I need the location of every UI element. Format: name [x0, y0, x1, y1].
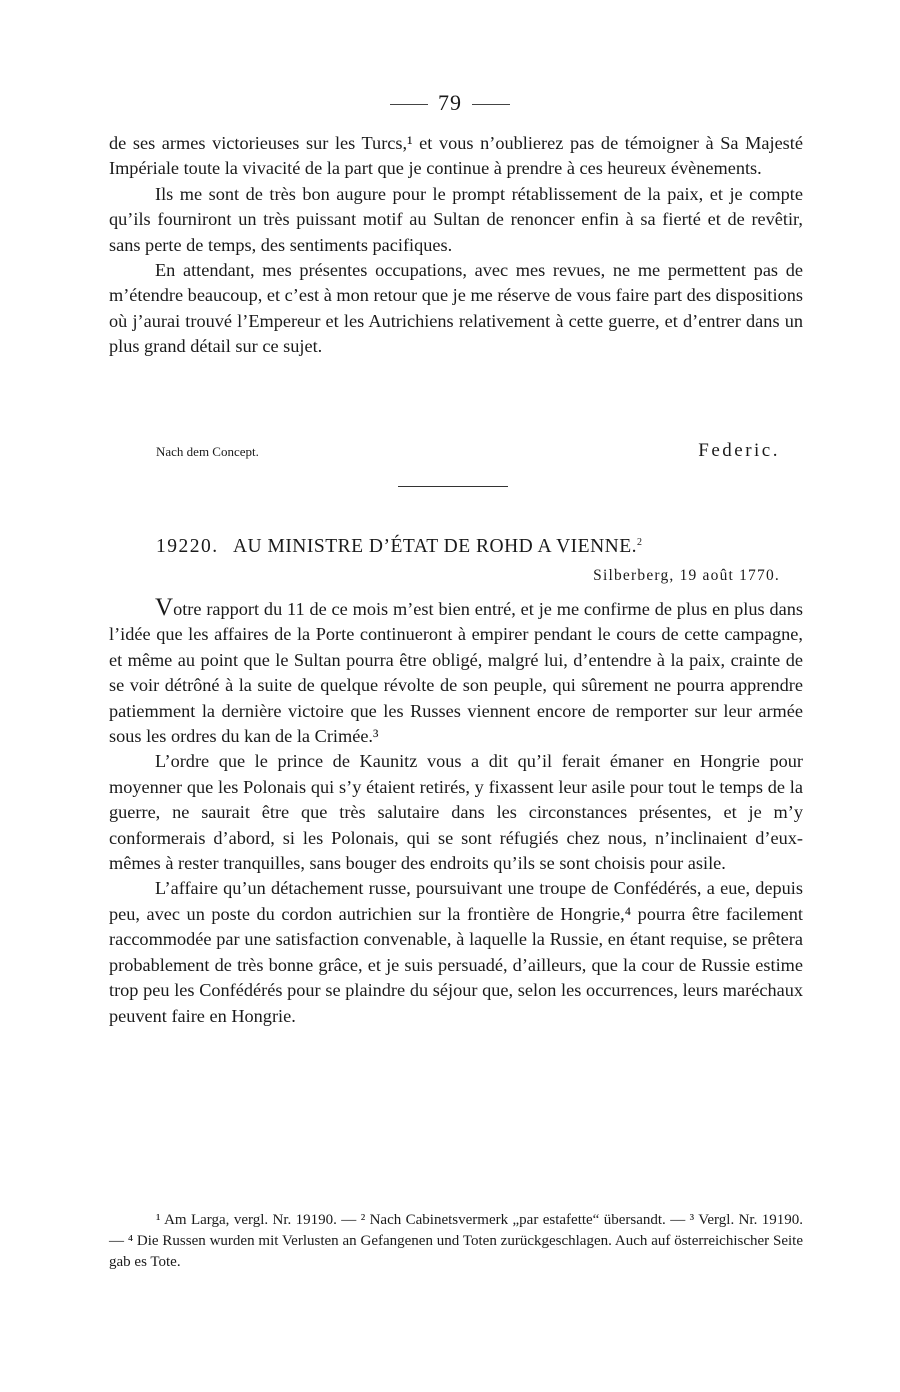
paragraph: L’ordre que le prince de Kaunitz vous a dit qu’il ferait émaner en Hongrie pour moyenner que les Polonais qui s’y étaient retirés, y fixassent leur asile pour tout le temps de la guerre, ne saurait être que très salutaire dans les circonstances présentes, et je m’y conformerais d’abord, si les Polonais, qui se sont réfugiés chez nous, n’inclinaient d’eux-mêmes à rester tranquilles, sans bouger des endroits qu’ils se sont choisis pour asile. — [109, 751, 803, 874]
footnote-text: ¹ Am Larga, vergl. Nr. 19190. — ² Nach Cabinetsvermerk „par estafette“ übersandt. — ³ Vergl. Nr. 19190. — ⁴ Die Russen wurden mit Verlusten an Gefangenen und Toten zurückgeschlagen. Auch auf österreichischer Seite gab es Tote. — [109, 1212, 803, 1270]
initial-letter: V — [155, 594, 174, 621]
header-dash-right — [472, 104, 510, 105]
page-header — [0, 90, 900, 116]
letter-2-body — [109, 595, 803, 1029]
footnote-marker: 2 — [637, 537, 643, 548]
paragraph-text: otre rapport du 11 de ce mois m’est bien entré, et je me confirme de plus en plus dans l’idée que les affaires de la Porte continueront à empirer pendant le cours de cette campagne, et même au point que le Sultan pourra être obligé, malgré lui, d’entendre à la paix, crainte de se voir détrôné à la suite de quelque révolte de son peuple, qui sûrement ne pourra apprendre patiemment la dernière victoire que les Russes viennent encore de remporter sur leur armée sous les ordres du kan de la Crimée.³ — [109, 599, 803, 747]
header-dash-left — [390, 104, 428, 105]
page-number: 79 — [438, 90, 462, 115]
letter-1-body — [109, 131, 803, 360]
dateline: Silberberg, 19 août 1770. — [593, 567, 780, 584]
paragraph — [109, 595, 803, 749]
paragraph: de ses armes victorieuses sur les Turcs,¹ et vous n’oublierez pas de témoigner à Sa Majesté Impériale toute la vivacité de la part que je continue à prendre à ces heureux évènements. — [109, 133, 803, 179]
letter-2-heading — [156, 536, 796, 558]
letter-number: 19220. — [156, 536, 219, 557]
letter-title: AU MINISTRE D’ÉTAT DE ROHD A VIENNE. — [232, 536, 638, 557]
footnotes — [109, 1210, 803, 1273]
signature: Federic. — [698, 440, 780, 461]
letter-1-closing — [109, 440, 780, 466]
paragraph: L’affaire qu’un détachement russe, poursuivant une troupe de Confédérés, a eue, depuis peu, avec un poste du cordon autrichien sur la frontière de Hongrie,⁴ pourra être facilement raccommodée par une satisfaction convenable, à laquelle la Russie, en étant requise, se prêtera probablement de très bonne grâce, et je suis persuadé, d’ailleurs, que la cour de Russie estime trop peu les Confédérés pour se plaindre du séjour que, selon les occurrences, leurs maréchaux peuvent faire en Hongrie. — [109, 878, 803, 1026]
paragraph: En attendant, mes présentes occupations, avec mes revues, ne me permettent pas de m’étendre beaucoup, et c’est à mon retour que je me réserve de vous faire part des dispositions où j’aurai trouvé l’Empereur et les Autrichiens relativement à cette guerre, et d’entrer dans un plus grand détail sur ce sujet. — [109, 260, 803, 357]
section-divider — [398, 486, 508, 487]
paragraph: Ils me sont de très bon augure pour le prompt rétablissement de la paix, et je compte qu’ils fourniront un très puissant motif au Sultan de renoncer enfin à sa fierté et de revêtir, sans perte de temps, des sentiments pacifiques. — [109, 183, 803, 255]
source-note: Nach dem Concept. — [156, 444, 259, 459]
